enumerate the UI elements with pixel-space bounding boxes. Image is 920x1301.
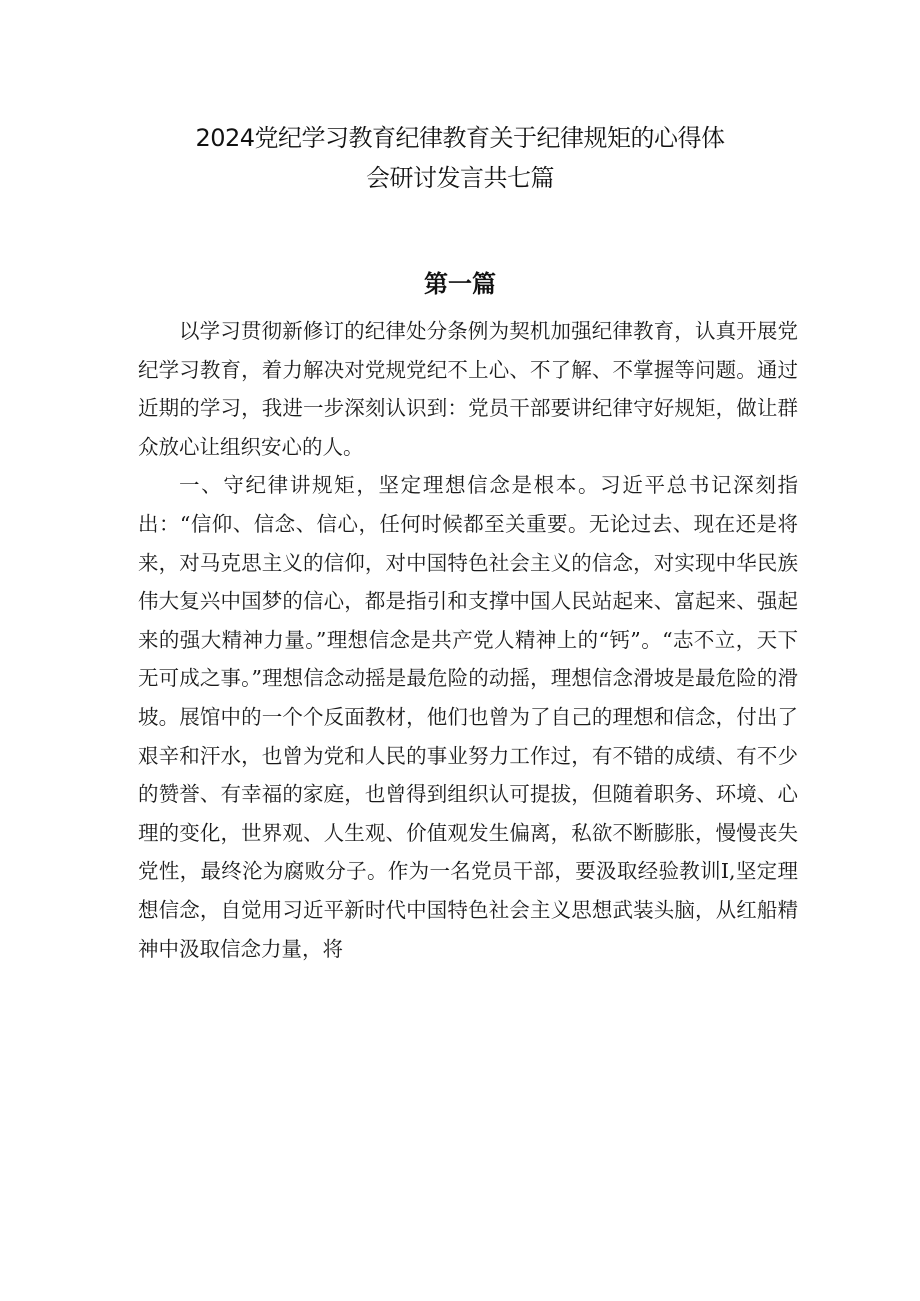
section-heading: 第一篇 <box>424 270 496 298</box>
document-title <box>0 118 920 198</box>
document-title-line-2: 会研讨发言共七篇 <box>366 164 554 192</box>
document-title-line-1: 2024党纪学习教育纪律教育关于纪律规矩的心得体 <box>195 124 725 152</box>
paragraph-point-one: 一、守纪律讲规矩，坚定理想信念是根本。习近平总书记深刻指出：“信仰、信念、信心，任何时候都至关重要。无论过去、现在还是将来，对马克思主义的信仰，对中国特色社会主义的信念，对实现中华民族伟大复兴中国梦的信心，都是指引和支撑中国人民站起来、富起来、强起来的强大精神力量。”理想信念是共产党人精神上的“钙”。“志不立，天下无可成之事。”理想信念动摇是最危险的动摇，理想信念滑坡是最危险的滑坡。展馆中的一个个反面教材，他们也曾为了自己的理想和信念，付出了艰辛和汗水，也曾为党和人民的事业努力工作过，有不错的成绩、有不少的赞誉、有幸福的家庭，也曾得到组织认可提拔，但随着职务、环境、心理的变化，世界观、人生观、价值观发生偏离，私欲不断膨胀，慢慢丧失党性，最终沦为腐败分子。作为一名党员干部，要汲取经验教训I,坚定理想信念，自觉用习近平新时代中国特色社会主义思想武装头脑，从红船精神中汲取信念力量，将 <box>138 473 798 961</box>
document-body <box>138 312 798 968</box>
paragraph-intro: 以学习贯彻新修订的纪律处分条例为契机加强纪律教育，认真开展党纪学习教育，着力解决对党规党纪不上心、不了解、不掌握等问题。通过近期的学习，我进一步深刻认识到：党员干部要讲纪律守好规矩，做让群众放心让组织安心的人。 <box>138 319 798 459</box>
